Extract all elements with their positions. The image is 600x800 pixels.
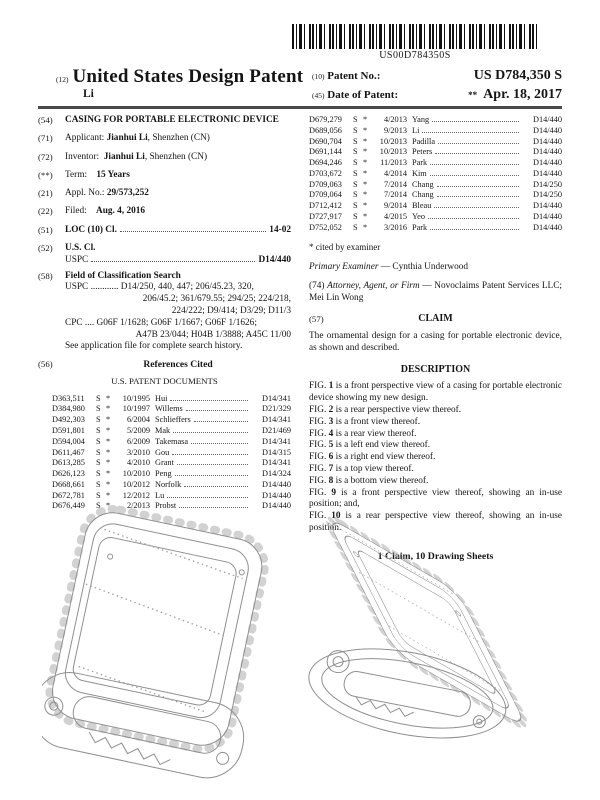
applicant-name: Jianhui Li [106,133,148,144]
date-label: Date of Patent: [327,89,399,101]
loc-value: 14-02 [269,224,291,235]
us-patent-documents-heading: U.S. PATENT DOCUMENTS [111,376,218,387]
patent-ref-row: D668,661 S * 10/2012 Norfolk D14/440 [52,479,291,489]
cited-by-examiner-note: * cited by examiner [309,241,381,252]
fig-description: FIG. 6 is a right end view thereof. [309,452,436,463]
field-appl-no: (21) Appl. No.: 29/573,252 [38,188,149,199]
dot-leader [194,421,248,422]
field-loc: (51) LOC (10) Cl. 14-02 [38,224,291,235]
patent-ref-row: D709,064 S * 7/2014 Chang D14/250 [309,190,562,200]
patent-ref-row: D679,279 S * 4/2013 Yang D14/440 [309,115,562,124]
dot-leader [91,261,255,262]
dot-leader [437,196,519,197]
dot-leader [432,121,519,122]
patent-ref-row: D709,063 S * 7/2014 Chang D14/250 [309,179,562,189]
drawing-front-perspective [42,505,302,800]
dot-leader [438,143,519,144]
patent-ref-row: D611,467 S * 3/2010 Gou D14/315 [52,447,291,457]
inventor-surname: Li [83,88,94,100]
header-right [312,68,562,106]
examiner-name: Cynthia Underwood [392,262,469,273]
fig-description: FIG. 4 is a rear view thereof. [309,428,417,439]
field-inventor: (72) Inventor: Jianhui Li, Shenzhen (CN) [38,151,208,162]
dot-leader [186,410,248,411]
date-inid: (45) [312,91,325,100]
dot-leader [434,207,519,208]
fig-description: FIG. 3 is a front view thereof. [309,416,421,427]
dot-leader [191,443,248,444]
dot-leader [435,153,519,154]
barcode-image [292,24,538,49]
claim-text: The ornamental design for a casing for portable electronic device, as shown and described. [309,331,562,353]
field-us-cl: (52) U.S. Cl. USPC D14/440 [38,243,291,265]
patent-no-label: Patent No.: [327,70,381,82]
header-left [56,66,303,100]
attorney-line: (74) Attorney, Agent, or Firm — Novoclaims Patent Services LLC; Mei Lin Wong [309,280,563,303]
references-table-right [309,115,562,234]
patent-ref-row: D363,511 S * 10/1995 Hui D14/341 [52,393,291,403]
claim-heading: (57) CLAIM [309,313,453,325]
description-heading: DESCRIPTION [400,363,471,375]
term-stars: ** [468,90,478,100]
date-value: Apr. 18, 2017 [483,87,562,102]
dot-leader [167,497,248,498]
uspc-value: D14/440 [258,254,291,265]
field-title: (54) CASING FOR PORTABLE ELECTRONIC DEVICE [38,115,291,127]
right-column [309,115,562,563]
field-applicant: (71) Applicant: Jianhui Li, Shenzhen (CN) [38,133,210,144]
dot-leader [120,231,266,232]
attorney-name: Novoclaims Patent Services LLC; Mei Lin Wong [309,280,563,303]
appl-no-value: 29/573,252 [106,188,149,199]
dot-leader [173,432,248,433]
patent-ref-row: D712,412 S * 9/2014 Bleau D14/440 [309,201,562,211]
header-divider [38,106,562,109]
left-column [38,115,291,563]
patent-ref-row: D626,123 S * 10/2010 Peng D14/324 [52,469,291,479]
fig-description: FIG. 9 is a front perspective view thereof, showing an in-use position; and, [309,487,562,510]
inventor-name: Jianhui Li [103,151,145,162]
fig-description: FIG. 1 is a front perspective view of a casing for portable electronic device showing my new design. [309,381,562,404]
drawing-rear-perspective [295,505,580,800]
references-cited-heading: (56) References Cited [38,359,213,371]
patent-ref-row: D676,449 S * 2/2013 Probst D14/440 [52,501,291,511]
patent-ref-row: D703,672 S * 4/2014 Kim D14/440 [309,168,562,178]
patent-ref-row: D613,285 S * 4/2010 Grant D14/341 [52,458,291,468]
patent-ref-row: D492,303 S * 6/2004 Schlieffers D14/341 [52,415,291,425]
dot-leader [184,486,248,487]
filed-value: Aug. 4, 2016 [96,206,146,217]
patent-no-value: US D784,350 S [473,68,562,83]
patent-ref-row: D752,052 S * 3/2016 Park D14/440 [309,222,562,232]
two-column-body [38,115,562,563]
primary-examiner-line: Primary Examiner — Cynthia Underwood [309,262,469,273]
patent-ref-row: D690,704 S * 10/2013 Padilla D14/440 [309,136,562,146]
search-history-note: See application file for complete search history. [65,341,243,352]
invention-title: CASING FOR PORTABLE ELECTRONIC DEVICE [65,115,279,125]
document-header [38,66,562,106]
dot-leader [437,186,519,187]
dot-leader [175,475,248,476]
field-filed: (22) Filed: Aug. 4, 2016 [38,206,146,217]
dot-leader [430,175,519,176]
claims-sheets-note: 1 Claim, 10 Drawing Sheets [377,550,494,562]
fig-description: FIG. 2 is a rear perspective view thereof. [309,404,462,415]
kind-code-inid: (12) [56,75,69,84]
fig-description: FIG. 8 is a bottom view thereof. [309,475,429,486]
patent-ref-row: D691,144 S * 10/2013 Peters D14/440 [309,147,562,157]
patent-ref-row: D384,980 S * 10/1997 Willems D21/329 [52,404,291,414]
dot-leader [170,400,248,401]
field-search: (58) Field of Classification Search USPC ............ D14/250, 440, 447; 206/45.23, 320, 206/45.2; 361/679.55; 294/25; 224/218, 224/222; D9/414; D3/29; D11/3 CPC .... G06F 1/1628; G06F 1/1667; G06F 1/1626; A47B 23/044; H04B 1/3888; A45C 11/00 See application file for complete search history. [38,270,291,352]
patent-ref-row: D727,917 S * 4/2015 Yeo D14/440 [309,212,562,222]
patent-ref-row: D594,004 S * 6/2009 Takemasa D14/341 [52,436,291,446]
patent-ref-row: D694,246 S * 11/2013 Park D14/440 [309,158,562,168]
patent-ref-row: D672,781 S * 12/2012 Lu D14/440 [52,490,291,500]
references-table-left [52,394,291,513]
fig-description: FIG. 10 is a rear perspective view thereof, showing an in-use position. [309,511,563,533]
dot-leader [422,132,519,133]
dot-leader [177,464,248,465]
dot-leader [430,229,519,230]
dot-leader [172,454,248,455]
page-title: United States Design Patent [72,66,304,87]
term-value: 15 Years [96,169,130,180]
barcode-number: US00D784350S [379,50,451,61]
dot-leader [430,164,519,165]
fig-description: FIG. 5 is a left end view thereof. [309,440,431,451]
field-term: (**) Term: 15 Years [38,169,130,180]
drawings-area [0,505,600,800]
patent-ref-row: D689,056 S * 9/2013 Li D14/440 [309,125,562,135]
fig-description: FIG. 7 is a top view thereof. [309,463,414,474]
patent-ref-row: D591,801 S * 5/2009 Mak D21/469 [52,425,291,435]
dot-leader [428,218,519,219]
patent-no-inid: (10) [312,72,325,81]
barcode-block [292,24,538,61]
